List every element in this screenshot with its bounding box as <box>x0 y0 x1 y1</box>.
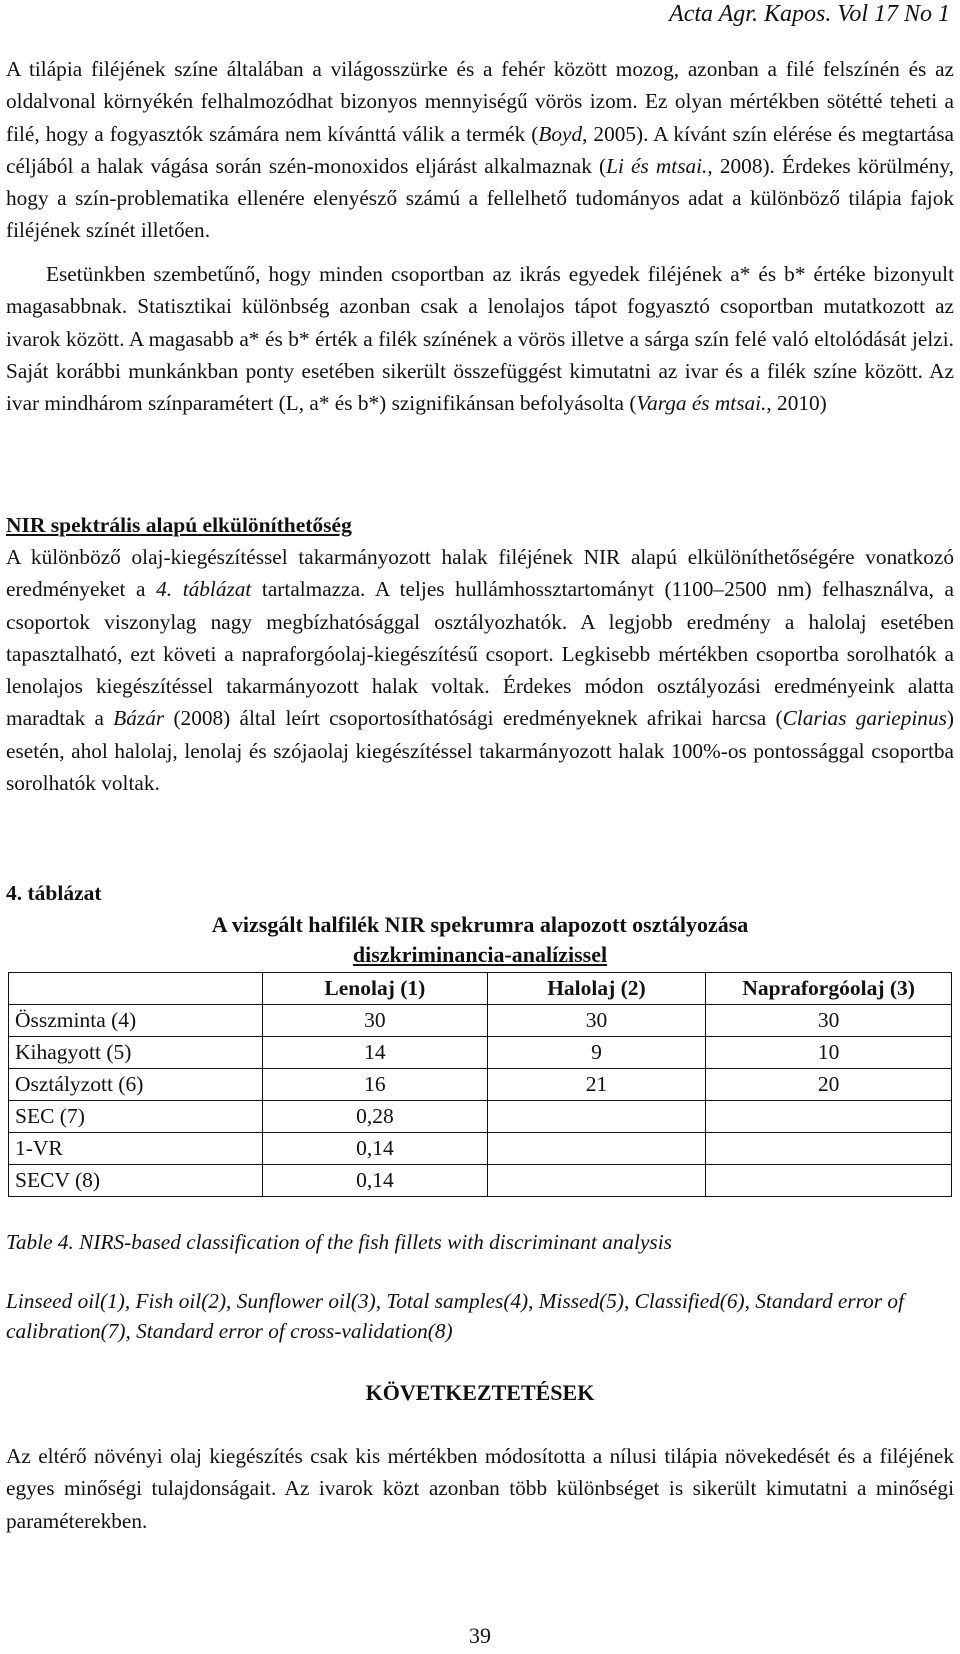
table-cell: 30 <box>263 1005 487 1037</box>
running-head: Acta Agr. Kapos. Vol 17 No 1 <box>669 1 950 27</box>
header-cell: Lenolaj (1) <box>263 973 487 1005</box>
header-cell <box>9 973 263 1005</box>
citation: Li és mtsai. <box>606 153 708 178</box>
table-row <box>9 1005 952 1037</box>
header-cell: Halolaj (2) <box>487 973 706 1005</box>
paragraph-conclusions: Az eltérő növényi olaj kiegészítés csak kis mértékben módosította a nílusi tilápia növekedését és a filéjének egyes minőségi tulajdonságait. Az ivarok közt azonban több különbséget is sikerült kimutatni a minőségi paraméterekben. <box>6 1444 954 1533</box>
table-row <box>9 1165 952 1197</box>
text-run: Esetünkben szembetűnő, hogy minden csoportban az ikrás egyedek filéjének a* és b* értéke bizonyult magasabbnak. Statisztikai különbség azonban csak a lenolajos tápot fogyasztó csoportban mutatkozott az ivarok között. A magasabb a* és b* érték a filék színének a vörös illetve a sárga szín felé való eltolódását jelzi. Saját korábbi munkánkban ponty esetében sikerült összefüggést kimutatni az ivar és a filék színe között. Az ivar mindhárom színparamétert (L, a* és b*) szignifikánsan befolyásolta ( <box>6 262 954 416</box>
table-cell: 16 <box>263 1069 487 1101</box>
table-cell <box>706 1133 952 1165</box>
paragraph-fillet-color <box>6 53 954 247</box>
text-run: tartalmazza. A teljes hullámhossztartományt (1100–2500 nm) felhasználva, a csoportok viszonylag nagy megbízhatósággal osztályozhatók. A legjobb eredmény a halolaj esetében tapasztalható, ezt követi a napraforgóolaj-kiegészítésű csoport. Legkisebb mértékben csoportba sorolhatók a lenolajos kiegészítéssel takarmányozott halak voltak. Érdekes módon osztályozási eredményeink alatta maradtak a <box>6 577 954 731</box>
table-cell: 30 <box>487 1005 706 1037</box>
row-label: SEC (7) <box>9 1101 263 1133</box>
table-cell: 0,28 <box>263 1101 487 1133</box>
text-run: ) esetén, ahol halolaj, lenolaj és szójaolaj kiegészítéssel takarmányozott halak 100%-os pontossággal csoportba sorolhatók voltak. <box>6 706 954 796</box>
table-row <box>9 1133 952 1165</box>
table-cell <box>487 1133 706 1165</box>
section-heading-conclusions: KÖVETKEZTETÉSEK <box>365 1380 595 1405</box>
paragraph-nir-results <box>6 541 954 799</box>
row-label: Osztályzott (6) <box>9 1069 263 1101</box>
text-run: , 2008). Érdekes körülmény, hogy a szín-problematika ellenére elenyésző számú a fellelhető tudományos adat a különböző tilápia fajok filéjének színét illetően. <box>6 153 954 243</box>
row-label: SECV (8) <box>9 1165 263 1197</box>
table-row <box>9 1069 952 1101</box>
table-header-row <box>9 973 952 1005</box>
page-number: 39 <box>469 1623 491 1648</box>
table-cell: 9 <box>487 1037 706 1069</box>
table-cell: 0,14 <box>263 1133 487 1165</box>
table-cell <box>487 1101 706 1133</box>
table-cell: 10 <box>706 1037 952 1069</box>
text-run: A tilápia filéjének színe általában a világosszürke és a fehér között mozog, azonban a filé felszínén és az oldalvonal környékén felhalmozódhat bizonyos mennyiségű vörös izom. Ez olyan mértékben sötétté teheti a filé, hogy a fogyasztók számára nem kívánttá válik a termék ( <box>6 57 954 146</box>
table-cell: 20 <box>706 1069 952 1101</box>
table-cell <box>706 1101 952 1133</box>
text-run: , 2005). A kívánt szín elérése és megtartása céljából a halak vágása során szén-monoxidos eljárást alkalmaznak ( <box>6 121 954 178</box>
table-number: 4. táblázat <box>6 881 102 905</box>
row-label: Összminta (4) <box>9 1005 263 1037</box>
paragraph-sex-effect <box>6 258 954 419</box>
text-run: (2008) által leírt csoportosíthatósági eredményeknek afrikai harcsa ( <box>164 706 783 731</box>
species-name: Clarias gariepinus <box>782 706 947 731</box>
table-title: A vizsgált halfilék NIR spekrumra alapozott osztályozása <box>211 912 749 937</box>
citation: Boyd <box>538 121 583 146</box>
row-label: Kihagyott (5) <box>9 1037 263 1069</box>
text-run: A különböző olaj-kiegészítéssel takarmányozott halak filéjének NIR alapú elkülöníthetőségére vonatkozó eredményeket a <box>6 545 954 602</box>
table-cell: 21 <box>487 1069 706 1101</box>
table-legend-english: Linseed oil(1), Fish oil(2), Sunflower oil(3), Total samples(4), Missed(5), Classified(6), Standard error of calibration(7), Standard error of cross-validation(8) <box>6 1289 904 1343</box>
table-cell: 30 <box>706 1005 952 1037</box>
table-row <box>9 1101 952 1133</box>
classification-table <box>8 972 952 1197</box>
table-caption-english: Table 4. NIRS-based classification of the fish fillets with discriminant analysis <box>6 1230 672 1254</box>
section-heading-nir: NIR spektrális alapú elkülöníthetőség <box>6 513 352 537</box>
citation: Varga és mtsai. <box>636 391 767 416</box>
row-label: 1-VR <box>9 1133 263 1165</box>
table-cell: 14 <box>263 1037 487 1069</box>
table-cell <box>487 1165 706 1197</box>
table-title-line2: diszkriminancia-analízissel <box>352 942 608 967</box>
citation: Bázár <box>113 706 165 731</box>
table-reference: 4. táblázat <box>156 577 252 602</box>
table-cell <box>706 1165 952 1197</box>
text-run: , 2010) <box>766 391 827 416</box>
header-cell: Napraforgóolaj (3) <box>706 973 952 1005</box>
table-row <box>9 1037 952 1069</box>
table-cell: 0,14 <box>263 1165 487 1197</box>
